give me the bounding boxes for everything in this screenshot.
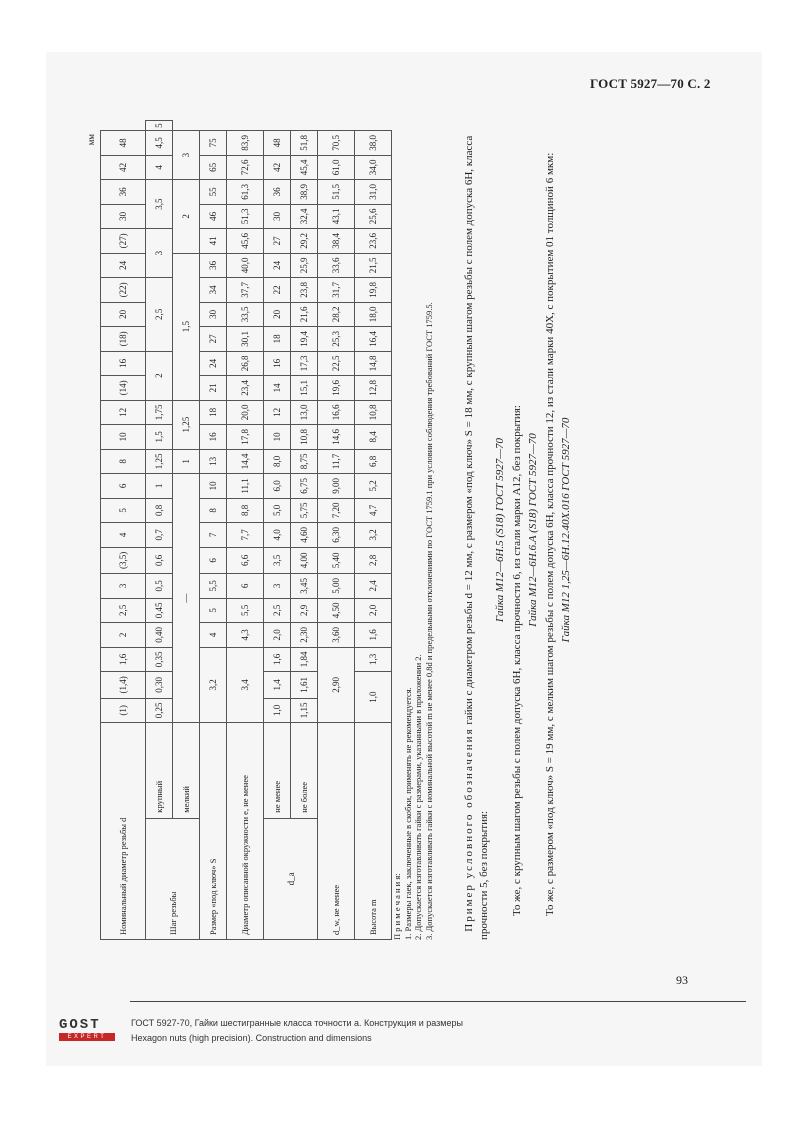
diameter-header: 30 <box>101 204 146 229</box>
table-cell: 1 <box>146 474 173 499</box>
table-cell: 16,6 <box>318 400 355 425</box>
diameter-header: 2,5 <box>101 598 146 623</box>
table-cell: 14,6 <box>318 425 355 450</box>
table-cell: — <box>173 474 200 723</box>
table-row <box>264 121 291 940</box>
table-cell: 10 <box>200 474 227 499</box>
table-cell: 1,0 <box>355 672 392 723</box>
fine-label: мелкий <box>173 723 200 819</box>
table-cell: 5,5 <box>200 574 227 599</box>
table-cell: 5,40 <box>318 547 355 573</box>
table-cell: 0,45 <box>146 598 173 623</box>
table-cell: 51,5 <box>318 180 355 205</box>
table-cell: 22 <box>264 278 291 303</box>
table-cell: 19,8 <box>355 278 392 303</box>
table-cell: 43,1 <box>318 204 355 229</box>
diameter-header: 24 <box>101 253 146 278</box>
table-cell: 20,0 <box>227 400 264 425</box>
table-cell: 14 <box>264 376 291 401</box>
table-cell: 12,8 <box>355 376 392 401</box>
table-cell: 6,6 <box>227 547 264 573</box>
header-label: Номинальный диаметр резьбы d <box>101 723 146 940</box>
table-cell: 34,0 <box>355 155 392 180</box>
table-cell: 6,8 <box>355 449 392 474</box>
notes <box>392 120 434 940</box>
table-cell: 1,3 <box>355 647 392 672</box>
table-cell: 38,0 <box>355 131 392 156</box>
gost-expert-logo <box>59 1018 115 1041</box>
table-cell: 25,6 <box>355 204 392 229</box>
diameter-header: (1,4) <box>101 672 146 698</box>
table-cell: 13,0 <box>291 400 318 425</box>
table-cell: 30 <box>200 302 227 327</box>
table-cell: 27 <box>264 229 291 254</box>
logo-text: GOST <box>59 1017 101 1033</box>
table-cell: 22,5 <box>318 351 355 376</box>
table-row <box>173 121 200 940</box>
diameter-header: 8 <box>101 449 146 474</box>
table-cell: 3,2 <box>355 523 392 548</box>
table-cell: 15,1 <box>291 376 318 401</box>
e-label: Диаметр описанной окружности e, не менее <box>227 723 264 940</box>
table-cell: 0,5 <box>146 574 173 599</box>
table-cell: 2,9 <box>291 598 318 623</box>
table-cell: 31,7 <box>318 278 355 303</box>
table-cell: 27 <box>200 327 227 352</box>
table-cell: 0,7 <box>146 523 173 548</box>
dw-label: d_w, не менее <box>318 723 355 940</box>
table-cell: 5 <box>146 121 173 131</box>
table-cell: 4 <box>146 155 173 180</box>
table-cell: 2 <box>146 351 173 400</box>
table-cell: 8,75 <box>291 449 318 474</box>
table-cell: 2,0 <box>355 598 392 623</box>
table-cell: 2,4 <box>355 574 392 599</box>
da-min-label: не менее <box>264 723 291 819</box>
table-row <box>200 121 227 940</box>
table-cell: 25,9 <box>291 253 318 278</box>
table-cell: 61,0 <box>318 155 355 180</box>
table-cell: 8,4 <box>355 425 392 450</box>
table-cell: 2,0 <box>264 623 291 648</box>
s-label: Размер «под ключ» S <box>200 723 227 940</box>
rotated-content <box>86 120 620 940</box>
table-cell: 3,2 <box>200 647 227 722</box>
table-cell: 1,6 <box>264 647 291 672</box>
table-cell: 1,25 <box>146 449 173 474</box>
table-cell: 23,6 <box>355 229 392 254</box>
table-row <box>101 121 146 940</box>
table-cell: 24 <box>264 253 291 278</box>
footer-title-en: Hexagon nuts (high precision). Construction and dimensions <box>131 1033 372 1043</box>
table-cell: 4,00 <box>291 547 318 573</box>
example-text-2: То же, с крупным шагом резьбы с полем допуска 6H, класса прочности 6, из стали марки А12, без покрытия: <box>510 405 523 916</box>
table-cell: 3,5 <box>264 547 291 573</box>
table-cell: 30,1 <box>227 327 264 352</box>
table-cell: 1,75 <box>146 400 173 425</box>
table-cell: 38,4 <box>318 229 355 254</box>
unit-label: мм <box>86 134 96 146</box>
footer-title-ru: ГОСТ 5927-70, Гайки шестигранные класса точности а. Конструкция и размеры <box>131 1018 463 1028</box>
table-cell: 23,8 <box>291 278 318 303</box>
table-cell: 37,7 <box>227 278 264 303</box>
table-cell: 55 <box>200 180 227 205</box>
table-cell: 3,60 <box>318 623 355 648</box>
diameter-header: 36 <box>101 180 146 205</box>
table-cell: 45,6 <box>227 229 264 254</box>
diameter-header: 6 <box>101 474 146 499</box>
table-cell: 51,3 <box>227 204 264 229</box>
example-text-1: гайки с диаметром резьбы d = 12 мм, с размером «под ключ» S = 18 мм, с крупным шагом резьбы с полем допуска 6H, класса прочности 5, без покрытия: <box>463 135 490 940</box>
table-row <box>227 121 264 940</box>
table-cell: 0,8 <box>146 498 173 523</box>
table-cell: 40,0 <box>227 253 264 278</box>
table-cell: 3,5 <box>146 180 173 229</box>
table-cell: 12 <box>264 400 291 425</box>
table-row <box>146 121 173 940</box>
table-cell: 21 <box>200 376 227 401</box>
diameter-header: (1) <box>101 698 146 723</box>
da-max-label: не более <box>291 723 318 819</box>
table-cell: 3 <box>146 229 173 278</box>
table-row <box>291 121 318 940</box>
table-cell: 18 <box>200 400 227 425</box>
table-cell: 8,0 <box>264 449 291 474</box>
table-cell: 4,3 <box>227 623 264 648</box>
table-cell: 11,1 <box>227 474 264 499</box>
table-cell: 4 <box>200 623 227 648</box>
table-cell: 5,2 <box>355 474 392 499</box>
table-cell: 17,3 <box>291 351 318 376</box>
table-cell: 0,35 <box>146 647 173 672</box>
example-paragraph-1 <box>462 120 491 940</box>
table-cell: 1,25 <box>173 400 200 449</box>
page-number: 93 <box>676 973 688 987</box>
table-cell: 0,30 <box>146 672 173 698</box>
table-cell: 9,00 <box>318 474 355 499</box>
diameter-header: 48 <box>101 131 146 156</box>
table-cell: 45,4 <box>291 155 318 180</box>
table-cell: 5,00 <box>318 574 355 599</box>
diameter-header: 3 <box>101 574 146 599</box>
table-cell: 1,15 <box>291 698 318 723</box>
m-label: Высота m <box>355 723 392 940</box>
table-cell: 51,8 <box>291 131 318 156</box>
table-cell: 3 <box>173 131 200 180</box>
dimensions-table <box>100 120 392 940</box>
diameter-header: (22) <box>101 278 146 303</box>
table-cell: 6 <box>227 574 264 599</box>
table-cell: 6,0 <box>264 474 291 499</box>
table-cell: 2,8 <box>355 547 392 573</box>
table-cell: 2,30 <box>291 623 318 648</box>
table-cell: 16,4 <box>355 327 392 352</box>
pitch-label: Шаг резьбы <box>146 818 200 939</box>
table-cell: 29,2 <box>291 229 318 254</box>
diameter-header: 4 <box>101 523 146 548</box>
table-cell: 24 <box>200 351 227 376</box>
table-cell: 31,0 <box>355 180 392 205</box>
table-cell: 19,4 <box>291 327 318 352</box>
table-cell: 72,6 <box>227 155 264 180</box>
table-cell: 6,75 <box>291 474 318 499</box>
table-cell: 21,5 <box>355 253 392 278</box>
diameter-header: 42 <box>101 155 146 180</box>
table-cell: 4,50 <box>318 598 355 623</box>
table-cell: 18,0 <box>355 302 392 327</box>
table-cell: 5,0 <box>264 498 291 523</box>
table-cell: 0,6 <box>146 547 173 573</box>
table-cell: 10 <box>264 425 291 450</box>
table-cell: 25,3 <box>318 327 355 352</box>
table-cell: 83,9 <box>227 131 264 156</box>
designation-2: Гайка М12—6Н.6.А (S18) ГОСТ 5927—70 <box>527 433 539 627</box>
diameter-header: (14) <box>101 376 146 401</box>
table-cell: 26,8 <box>227 351 264 376</box>
table-cell: 0,25 <box>146 698 173 723</box>
table-cell: 32,4 <box>291 204 318 229</box>
page-header: ГОСТ 5927—70 С. 2 <box>590 76 711 91</box>
table-cell: 1,84 <box>291 647 318 672</box>
table-cell: 10,8 <box>291 425 318 450</box>
table-cell: 5,75 <box>291 498 318 523</box>
table-cell: 14,4 <box>227 449 264 474</box>
designation-1: Гайка М12—6Н.5 (S18) ГОСТ 5927—70 <box>494 437 506 623</box>
table-cell: 6,30 <box>318 523 355 548</box>
table-cell: 2,5 <box>146 278 173 352</box>
diameter-header: 16 <box>101 351 146 376</box>
table-cell: 7,20 <box>318 498 355 523</box>
table-cell: 33,6 <box>318 253 355 278</box>
table-cell: 11,7 <box>318 449 355 474</box>
coarse-label: крупный <box>146 723 173 819</box>
da-label: d_a <box>264 818 318 939</box>
table-cell: 36 <box>200 253 227 278</box>
table-cell: 5,5 <box>227 598 264 623</box>
table-cell: 6 <box>200 547 227 573</box>
table-cell: 36 <box>264 180 291 205</box>
example-title: Пример условного обозначения <box>463 727 475 932</box>
table-row <box>318 121 355 940</box>
table-row <box>355 121 392 940</box>
note-2: 2. Допускается изготавливать гайки с размерами, указанными в приложении 2. <box>413 654 423 940</box>
example-text-3: То же, с размером «под ключ» S = 19 мм, с мелким шагом резьбы с полем допуска 6H, класса прочности 12, из стали марки 40Х, с покрытием 01 толщиной 6 мкм: <box>543 152 556 916</box>
diameter-header: 1,6 <box>101 647 146 672</box>
table-cell: 33,5 <box>227 302 264 327</box>
table-cell: 19,6 <box>318 376 355 401</box>
table-cell: 1 <box>173 449 200 474</box>
table-cell: 2,5 <box>264 598 291 623</box>
table-cell: 1,5 <box>146 425 173 450</box>
table-cell: 1,0 <box>264 698 291 723</box>
table-cell: 1,4 <box>264 672 291 698</box>
table-cell: 30 <box>264 204 291 229</box>
table-cell: 2 <box>173 180 200 254</box>
table-cell: 8 <box>200 498 227 523</box>
table-cell: 17,8 <box>227 425 264 450</box>
table-cell: 41 <box>200 229 227 254</box>
table-cell: 3 <box>264 574 291 599</box>
table-cell: 70,5 <box>318 131 355 156</box>
table-cell: 1,61 <box>291 672 318 698</box>
table-cell: 10,8 <box>355 400 392 425</box>
table-cell: 1,5 <box>173 253 200 400</box>
table-cell: 65 <box>200 155 227 180</box>
diameter-header: 2 <box>101 623 146 648</box>
table-cell: 48 <box>264 131 291 156</box>
table-cell: 5 <box>200 598 227 623</box>
table-cell: 75 <box>200 131 227 156</box>
table-cell: 7,7 <box>227 523 264 548</box>
note-3: 3. Допускается изготавливать гайки с номинальной высотой m не менее 0,8d и предельными отклонениями по ГОСТ 1759.1 при условии соблюдения требований ГОСТ 1759.5. <box>423 302 434 940</box>
diameter-header: 5 <box>101 498 146 523</box>
table-cell: 0,40 <box>146 623 173 648</box>
table-cell: 46 <box>200 204 227 229</box>
table-cell: 4,7 <box>355 498 392 523</box>
diameter-header: (27) <box>101 229 146 254</box>
table-cell: 16 <box>200 425 227 450</box>
designation-example <box>462 120 576 940</box>
table-cell: 4,5 <box>146 131 173 156</box>
table-cell: 7 <box>200 523 227 548</box>
table-cell: 23,4 <box>227 376 264 401</box>
table-cell: 34 <box>200 278 227 303</box>
diameter-header: (18) <box>101 327 146 352</box>
designation-3: Гайка М12 1,25—6Н.12.40Х.016 ГОСТ 5927—70 <box>560 417 572 643</box>
logo-subtext: EXPERT <box>59 1033 115 1041</box>
diameter-header: 10 <box>101 425 146 450</box>
table-cell: 28,2 <box>318 302 355 327</box>
diameter-header: (3,5) <box>101 547 146 573</box>
table-cell: 21,6 <box>291 302 318 327</box>
notes-title: П р и м е ч а н и я: <box>392 873 402 940</box>
table-cell: 4,60 <box>291 523 318 548</box>
table-cell: 42 <box>264 155 291 180</box>
note-1: 1. Размеры гаек, заключенные в скобки, применять не рекомендуется. <box>402 687 413 940</box>
table-cell: 18 <box>264 327 291 352</box>
table-cell: 14,8 <box>355 351 392 376</box>
footer-divider <box>130 1001 746 1002</box>
table-cell: 20 <box>264 302 291 327</box>
table-cell: 2,90 <box>318 647 355 722</box>
table-cell: 61,3 <box>227 180 264 205</box>
table-cell: 3,4 <box>227 647 264 722</box>
diameter-header: 20 <box>101 302 146 327</box>
table-cell: 4,0 <box>264 523 291 548</box>
table-cell: 38,9 <box>291 180 318 205</box>
table-cell: 1,6 <box>355 623 392 648</box>
diameter-header: 12 <box>101 400 146 425</box>
table-cell: 13 <box>200 449 227 474</box>
footer-text <box>131 1016 463 1046</box>
table-cell: 8,8 <box>227 498 264 523</box>
table-cell: 3,45 <box>291 574 318 599</box>
table-cell: 16 <box>264 351 291 376</box>
